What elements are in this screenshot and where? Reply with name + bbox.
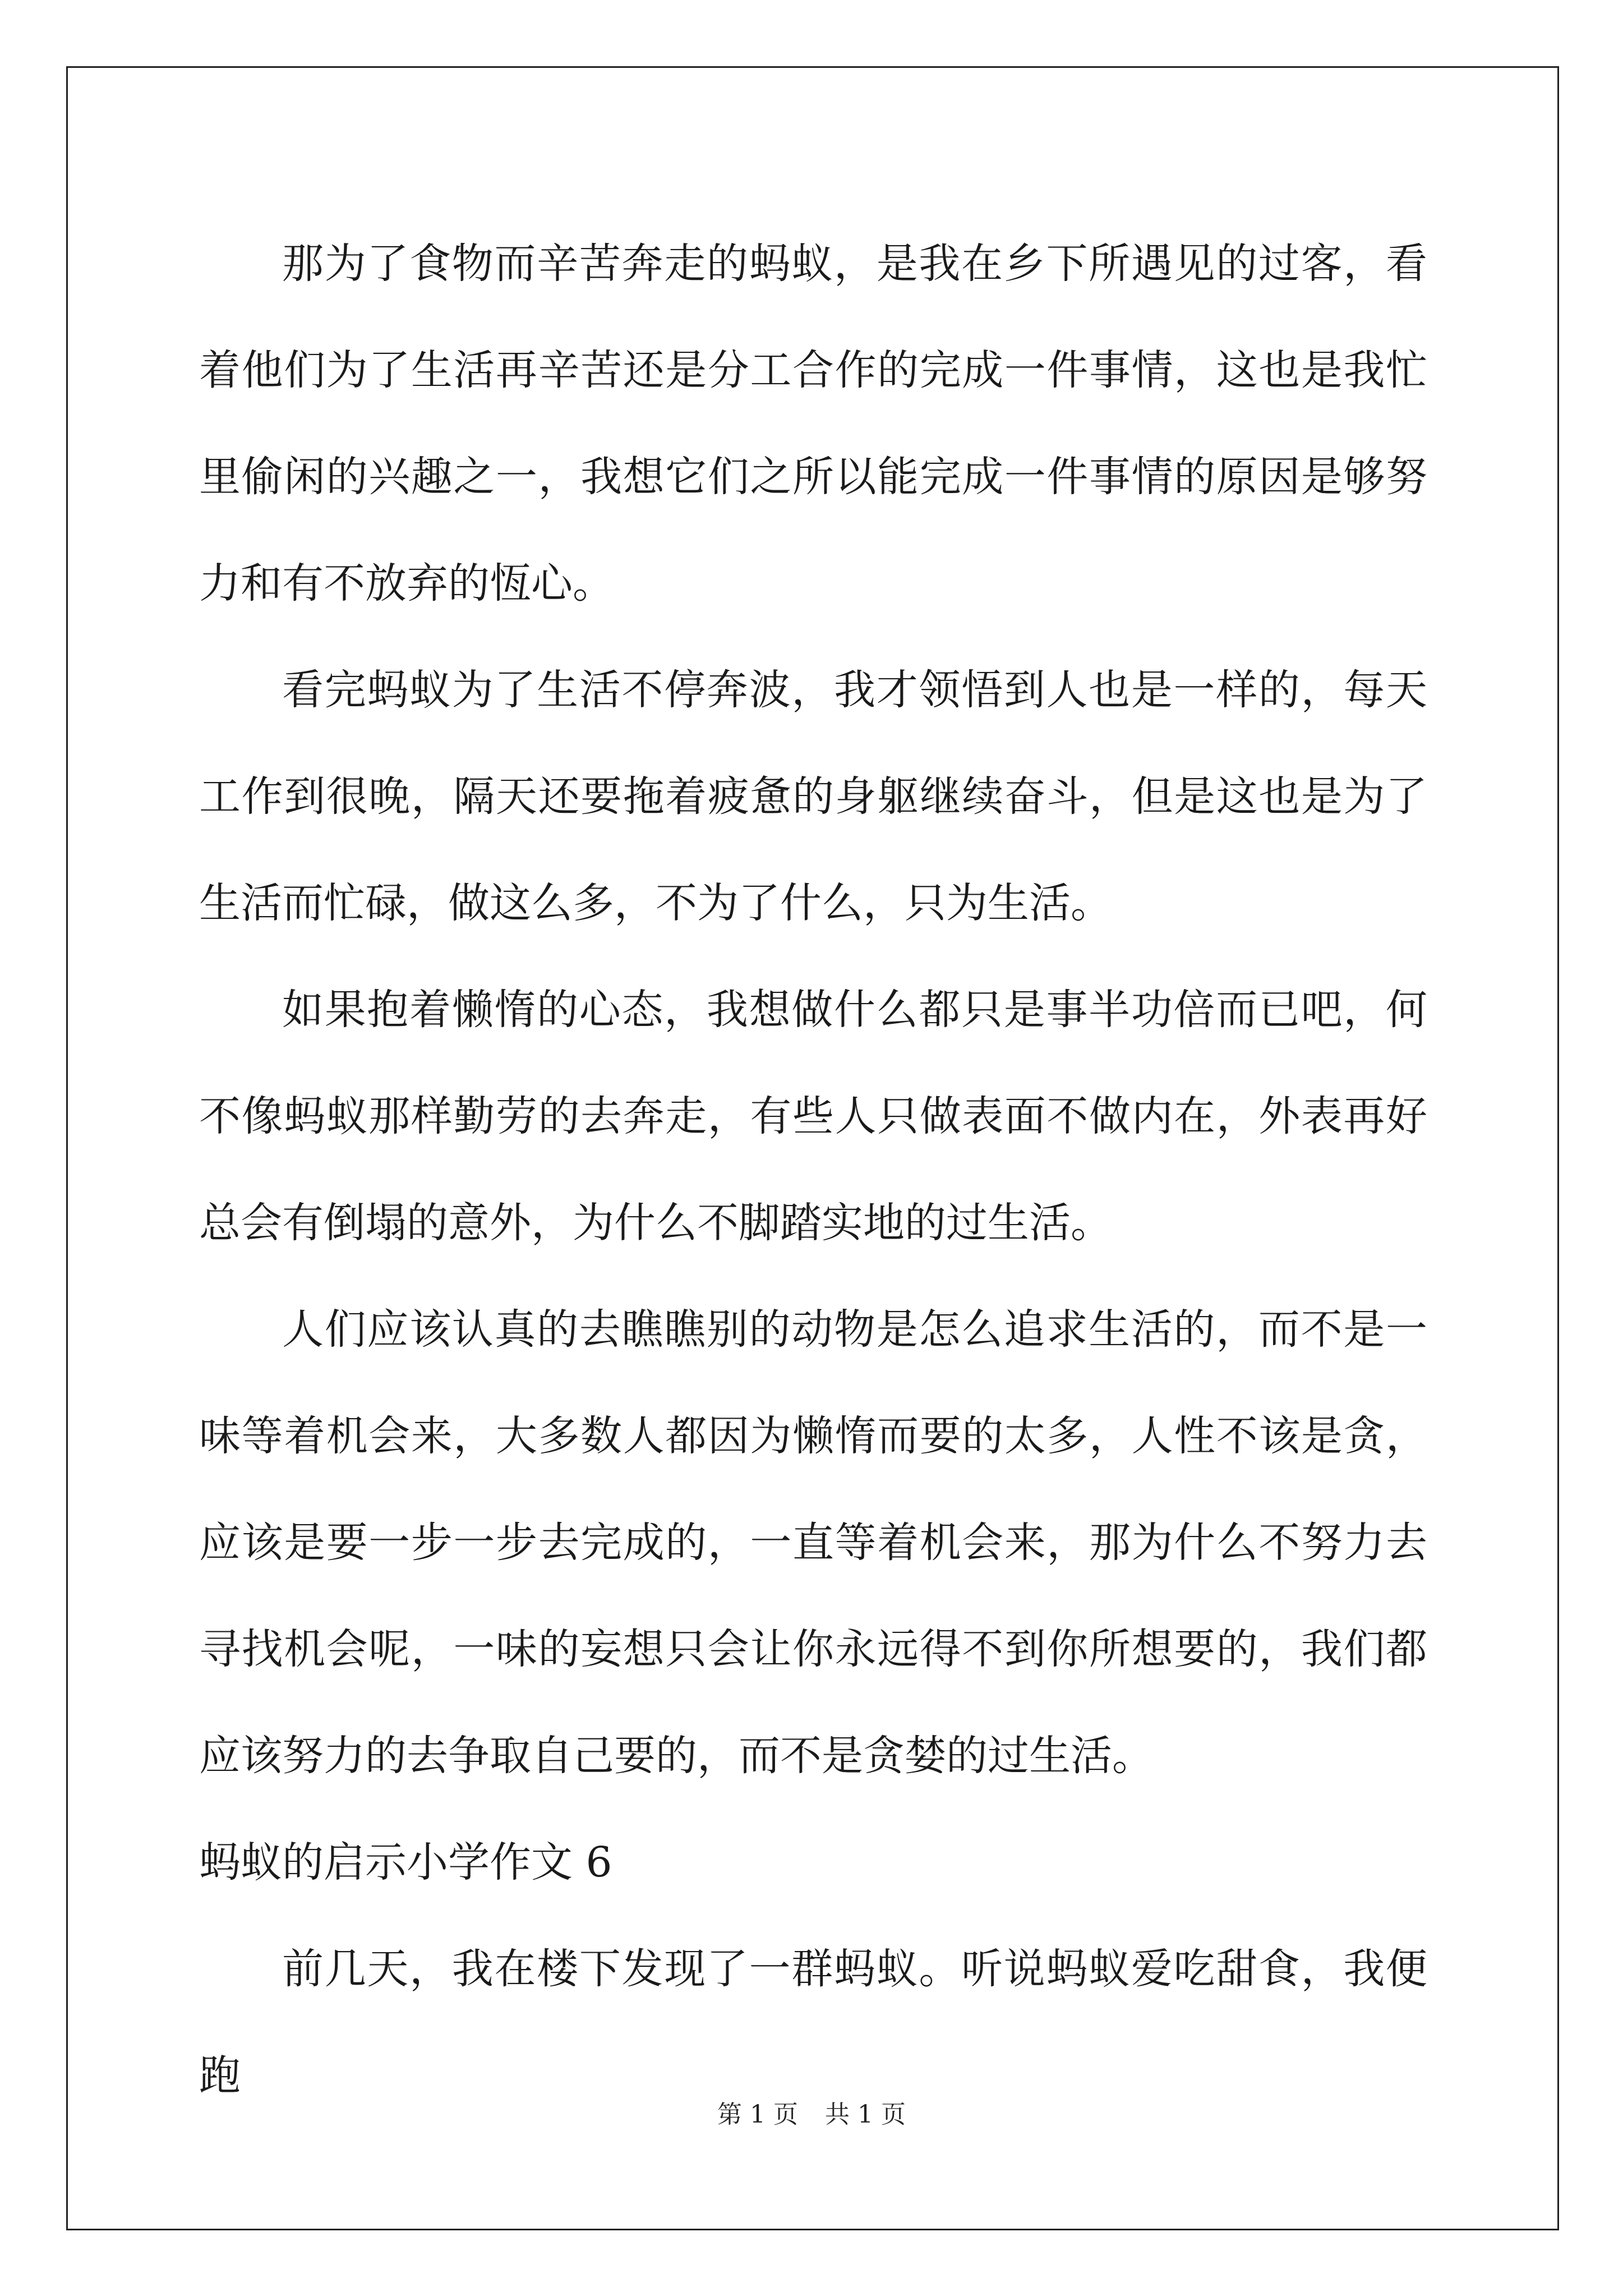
paragraph-2: 看完蚂蚁为了生活不停奔波，我才领悟到人也是一样的，每天工作到很晚，隔天还要拖着疲惫的身躯继续奋斗，但是这也是为了生活而忙碌，做这么多，不为了什么，只为生活。	[199, 666, 1427, 927]
section-heading: 蚂蚁的启示小学作文 6	[199, 1838, 612, 1887]
paragraph-4: 人们应该认真的去瞧瞧别的动物是怎么追求生活的，而不是一味等着机会来，大多数人都因为懒惰而要的太多，人性不该是贪，应该是要一步一步去完成的，一直等着机会来，那为什么不努力去寻找机会呢，一味的妄想只会让你永远得不到你所想要的，我们都应该努力的去争取自己要的，而不是贪婪的过生活。	[199, 1305, 1427, 1780]
paragraph-1: 那为了食物而辛苦奔走的蚂蚁，是我在乡下所遇见的过客，看着他们为了生活再辛苦还是分工合作的完成一件事情，这也是我忙里偷闲的兴趣之一，我想它们之所以能完成一件事情的原因是够努力和有不放弃的恆心。	[199, 240, 1427, 608]
paragraph-3: 如果抱着懒惰的心态，我想做什么都只是事半功倍而已吧，何不像蚂蚁那样勤劳的去奔走，有些人只做表面不做内在，外表再好总会有倒塌的意外，为什么不脚踏实地的过生活。	[199, 986, 1427, 1247]
document-body	[199, 210, 1427, 2129]
page-number: 第 1 页	[717, 2100, 798, 2129]
page-footer	[0, 2098, 1623, 2132]
paragraph-5: 前几天，我在楼下发现了一群蚂蚁。听说蚂蚁爱吃甜食，我便跑	[199, 1945, 1427, 2100]
page-total: 共 1 页	[825, 2100, 906, 2129]
